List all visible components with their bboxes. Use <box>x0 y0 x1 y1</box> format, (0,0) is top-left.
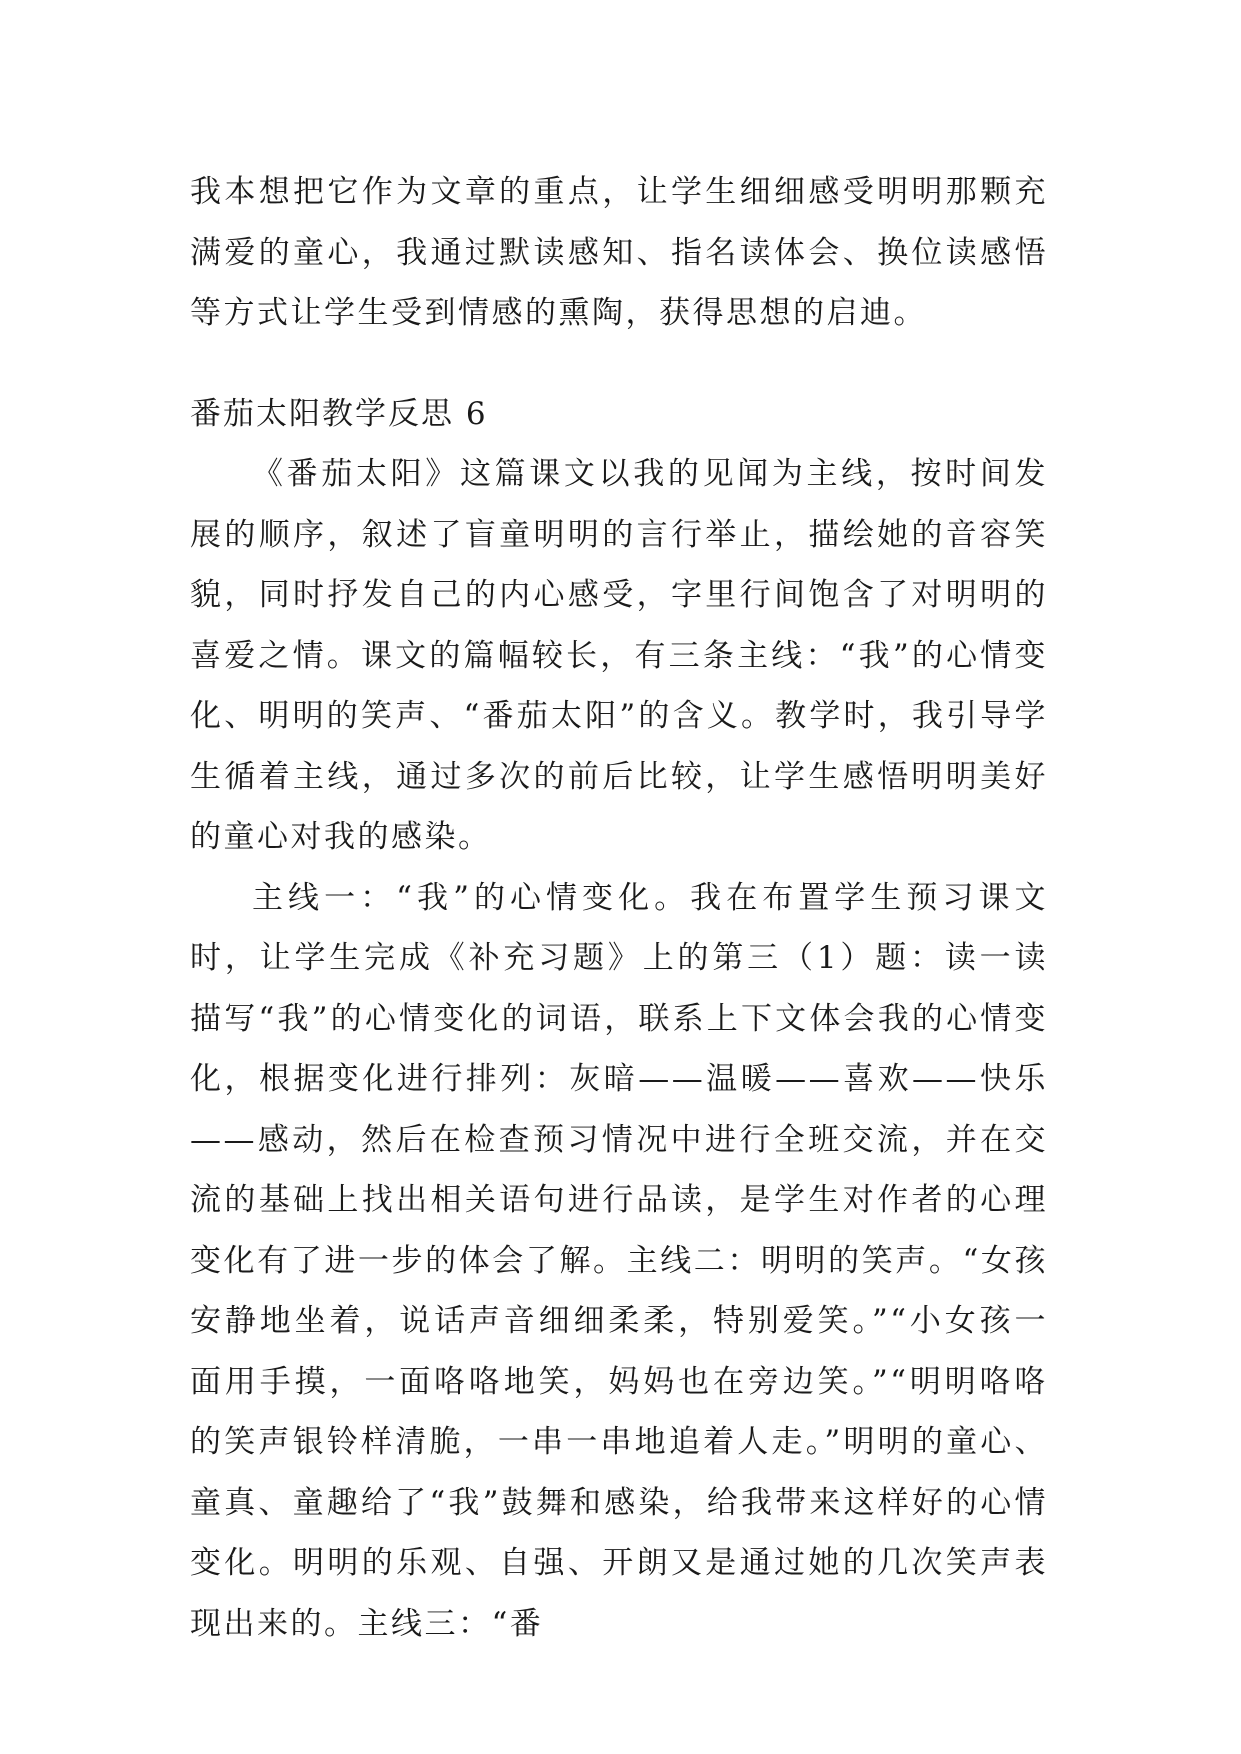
section-heading: 番茄太阳教学反思 6 <box>190 395 488 432</box>
body-paragraph-2: 主线一：“我”的心情变化。我在布置学生预习课文时，让学生完成《补充习题》上的第三（1）题：读一读描写“我”的心情变化的词语，联系上下文体会我的心情变化，根据变化进行排列：灰暗——温暖——喜欢——快乐——感动，然后在检查预习情况中进行全班交流，并在交流的基础上找出相关语句进行品读，是学生对作者的心理变化有了进一步的体会了解。主线二：明明的笑声。“女孩安静地坐着，说话声音细细柔柔，特别爱笑。”“小女孩一面用手摸，一面咯咯地笑，妈妈也在旁边笑。”“明明咯咯的笑声银铃样清脆，一串一串地追着人走。”明明的童心、童真、童趣给了“我”鼓舞和感染，给我带来这样好的心情变化。明明的乐观、自强、开朗又是通过她的几次笑声表现出来的。主线三：“番 <box>190 879 1048 1642</box>
continuation-paragraph: 我本想把它作为文章的重点，让学生细细感受明明那颗充满爱的童心，我通过默读感知、指名读体会、换位读感悟等方式让学生受到情感的熏陶，获得思想的启迪。 <box>190 174 1048 331</box>
document-page <box>190 162 1048 1654</box>
body-paragraph-1: 《番茄太阳》这篇课文以我的见闻为主线，按时间发展的顺序，叙述了盲童明明的言行举止，描绘她的音容笑貌，同时抒发自己的内心感受，字里行间饱含了对明明的喜爱之情。课文的篇幅较长，有三条主线：“我”的心情变化、明明的笑声、“番茄太阳”的含义。教学时，我引导学生循着主线，通过多次的前后比较，让学生感悟明明美好的童心对我的感染。 <box>190 456 1048 855</box>
